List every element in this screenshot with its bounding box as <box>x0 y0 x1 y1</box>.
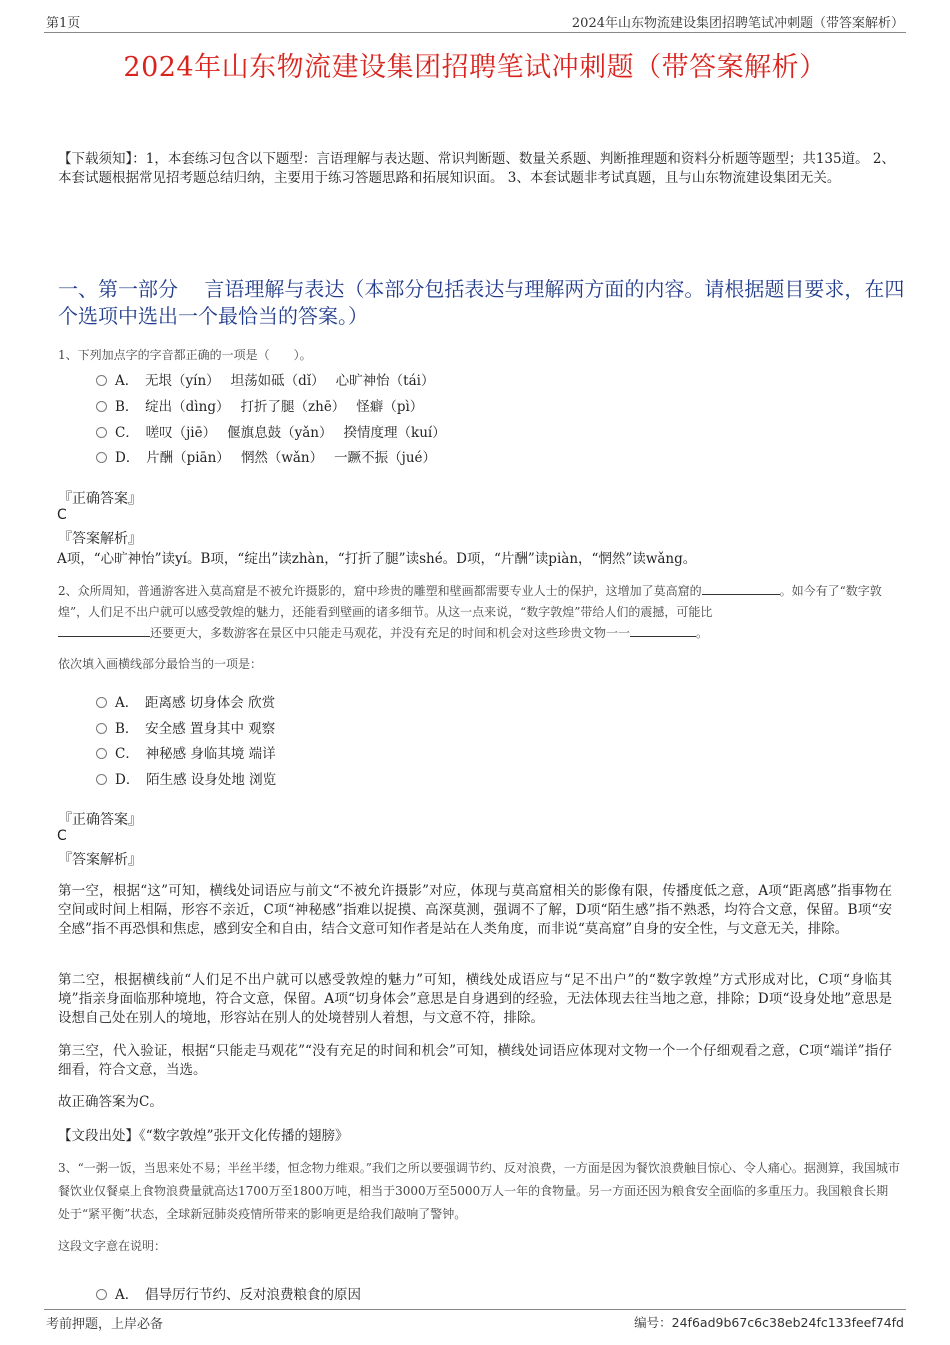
q1-analysis-label: 『答案解析』 <box>58 531 142 547</box>
section-title: 一、第一部分 言语理解与表达（本部分包括表达与理解两方面的内容。请根据题目要求，在四个选项中选出一个最恰当的答案。） <box>58 277 905 328</box>
q2-analysis-label: 『答案解析』 <box>58 852 142 868</box>
blank-2 <box>58 623 150 637</box>
q2-answer-label: 『正确答案』 <box>58 812 142 828</box>
radio-icon[interactable] <box>96 1289 107 1300</box>
running-title: 2024年山东物流建设集团招聘笔试冲刺题（带答案解析） <box>571 16 904 31</box>
q2-answer: C <box>57 828 67 844</box>
q2-analysis-paragraph-2: 第二空，根据横线前“人们足不出户就可以感受敦煌的魅力”可知，横线处成语应与“足不出户”的“数字敦煌”方式形成对比，C项“身临其境”指亲身面临那种境地，符合文意，保留。A项“切身体会”意思是自身遇到的经验，无法体现去往当地之意，排除；D项“设身处地”意思是设想自己处在别人的境地，形容站在别人的处境替别人着想，与文意不符，排除。 <box>58 972 892 1026</box>
radio-icon[interactable] <box>96 375 107 386</box>
radio-icon[interactable] <box>96 723 107 734</box>
q3-option-a[interactable]: A． 倡导厉行节约、反对浪费粮食的原因 <box>96 1283 361 1303</box>
page-number: 第1页 <box>46 16 81 31</box>
q1-stem: 1、下列加点字的字音都正确的一项是（ ）。 <box>58 348 312 362</box>
radio-icon[interactable] <box>96 427 107 438</box>
blank-1 <box>702 581 780 595</box>
q2-option-c[interactable]: C． 神秘感 身临其境 端详 <box>96 742 276 762</box>
download-notice: 【下载须知】：1，本套练习包含以下题型：言语理解与表达题、常识判断题、数量关系题、判断推理题和资料分析题等题型；共135道。 2、本套试题根据常见招考题总结归纳，主要用于练习答题思路和拓展知识面。 3、本套试题非考试真题，且与山东物流建设集团无关。 <box>58 151 895 186</box>
q1-answer-label: 『正确答案』 <box>58 491 142 507</box>
q2-analysis-paragraph-1: 第一空，根据“这”可知，横线处词语应与前文“不被允许摄影”对应，体现与莫高窟相关的影像有限，传播度低之意，A项“距离感”指事物在空间或时间上相隔，形容不亲近，C项“神秘感”指难以捉摸、高深莫测，强调不了解，D项“陌生感”指不熟悉，均符合文意，保留。B项“安全感”指不再恐惧和焦虑，感到安全和自由，结合文意可知作者是站在人类角度，而非说“莫高窟”自身的安全性，与文意无关，排除。 <box>58 883 892 937</box>
q1-option-b[interactable]: B． 绽出（dìng） 打折了腿（zhē） 怪癖（pì） <box>96 395 423 415</box>
document-title: 2024年山东物流建设集团招聘笔试冲刺题（带答案解析） <box>123 52 827 83</box>
q1-option-a[interactable]: A． 无垠（yín） 坦荡如砥（dǐ） 心旷神怡（tái） <box>96 369 434 389</box>
footer-divider <box>44 1309 906 1310</box>
q2-instruction: 依次填入画横线部分最恰当的一项是： <box>58 657 263 671</box>
radio-icon[interactable] <box>96 401 107 412</box>
q1-option-c[interactable]: C． 嗟叹（jiē） 偃旗息鼓（yǎn） 揆情度理（kuí） <box>96 421 446 441</box>
blank-3 <box>630 623 696 637</box>
q1-answer: C <box>57 507 67 523</box>
radio-icon[interactable] <box>96 774 107 785</box>
q2-option-a[interactable]: A． 距离感 切身体会 欣赏 <box>96 691 275 711</box>
q2-source: 【文段出处】《“数字敦煌”张开文化传播的翅膀》 <box>58 1128 349 1144</box>
radio-icon[interactable] <box>96 452 107 463</box>
radio-icon[interactable] <box>96 697 107 708</box>
footer-doc-id: 编号：24f6ad9b67c6c38eb24fc133feef74fd <box>634 1315 904 1330</box>
q2-stem: 2、众所周知，普通游客进入莫高窟是不被允许摄影的，窟中珍贵的雕塑和壁画都需要专业人士的保护，这增加了莫高窟的 。如今有了“数字敦煌”，人们足不出户就可以感受敦煌的魅力，还能看到壁画的诸多细节。从这一点来说，“数字敦煌”带给人们的震撼，可能比 还要更大，多数游客在景区中只能走马观花，并没有充足的时间和机会对这些珍贵文物一一 。 <box>58 581 900 644</box>
footer-slogan: 考前押题，上岸必备 <box>46 1317 164 1332</box>
q1-option-d[interactable]: D． 片酬（piān） 惘然（wǎn） 一蹶不振（jué） <box>96 446 436 466</box>
q2-analysis-paragraph-3: 第三空，代入验证，根据“只能走马观花”“没有充足的时间和机会”可知，横线处词语应体现对文物一个一个仔细观看之意，C项“端详”指仔细看，符合文意，当选。 <box>58 1043 892 1078</box>
q2-option-b[interactable]: B． 安全感 置身其中 观察 <box>96 717 275 737</box>
q2-analysis-paragraph-4: 故正确答案为C。 <box>58 1094 163 1110</box>
q3-instruction: 这段文字意在说明： <box>58 1239 167 1253</box>
q1-analysis: A项，“心旷神怡”读yí。B项，“绽出”读zhàn，“打折了腿”读shé。D项，“片酬”读piàn，“惘然”读wǎng。 <box>57 551 697 567</box>
q2-option-d[interactable]: D． 陌生感 设身处地 浏览 <box>96 768 276 788</box>
radio-icon[interactable] <box>96 748 107 759</box>
header-divider <box>44 32 906 33</box>
q3-stem: 3、“一粥一饭，当思来处不易；半丝半缕，恒念物力维艰。”我们之所以要强调节约、反对浪费，一方面是因为餐饮浪费触目惊心、令人痛心。据测算，我国城市餐饮业仅餐桌上食物浪费量就高达1700万至1800万吨，相当于3000万至5000万人一年的食物量。另一方面还因为粮食安全面临的多重压力。我国粮食长期处于“紧平衡”状态，全球新冠肺炎疫情所带来的影响更是给我们敲响了警钟。 <box>58 1161 900 1221</box>
